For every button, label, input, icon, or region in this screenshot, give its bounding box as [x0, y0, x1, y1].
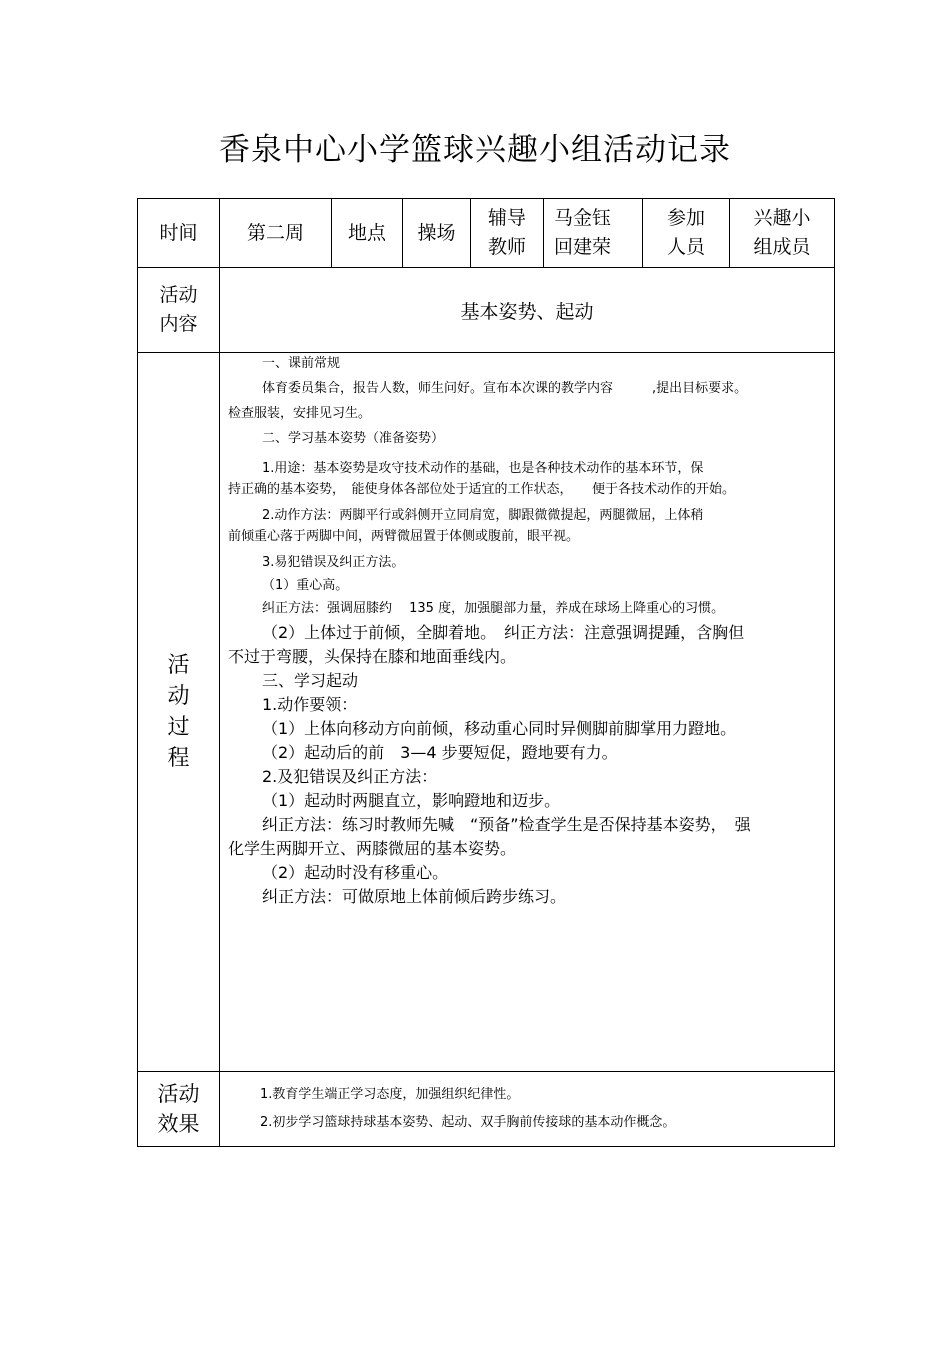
participants-value — [730, 199, 835, 268]
effect-line: 1.教育学生端正学习态度，加强组织纪律性。 — [260, 1087, 520, 1102]
time-label: 时间 — [138, 199, 220, 268]
teacher-name-1: 马金钰 — [554, 207, 612, 229]
process-line: 二、学习基本姿势（准备姿势） — [262, 431, 445, 446]
process-line: 前倾重心落于两脚中间，两臂微屈置于体侧或腹前，眼平视。 — [228, 529, 580, 544]
process-line: 纠正方法：可做原地上体前倾后跨步练习。 — [262, 887, 567, 906]
content-label — [138, 268, 220, 353]
participants-label-line-2: 人员 — [666, 236, 705, 258]
teacher-label-line-1: 辅导 — [487, 207, 526, 229]
process-line: 三、学习起动 — [262, 671, 359, 690]
effect-label-line-2: 效果 — [157, 1112, 200, 1136]
process-line: 纠正方法：强调屈膝约 135 度，加强腿部力量，养成在球场上降重心的习惯。 — [262, 601, 725, 616]
process-line: （2）起动后的前 3—4 步要短促，蹬地要有力。 — [262, 743, 618, 762]
process-line: 2.及犯错误及纠正方法： — [262, 767, 438, 786]
content-label-line-2: 内容 — [159, 313, 198, 335]
process-line: （1）上体向移动方向前倾，移动重心同时异侧脚前脚掌用力蹬地。 — [262, 719, 737, 738]
process-line: 1.动作要领： — [262, 695, 358, 714]
process-label-char: 动 — [167, 684, 190, 709]
activity-record-table — [137, 198, 835, 1147]
process-label-char: 程 — [167, 746, 190, 771]
process-line: 不过于弯腰，头保持在膝和地面垂线内。 — [228, 647, 517, 666]
teacher-label — [471, 199, 544, 268]
process-line: 2.动作方法：两脚平行或斜侧开立同肩宽，脚跟微微提起，两腿微屈，上体稍 — [262, 508, 704, 523]
effect-line: 2.初步学习篮球持球基本姿势、起动、双手胸前传接球的基本动作概念。 — [260, 1115, 676, 1130]
process-line: （1）重心高。 — [262, 578, 349, 593]
process-line: 1.用途：基本姿势是攻守技术动作的基础，也是各种技术动作的基本环节，保 — [262, 461, 704, 476]
process-label-char: 过 — [167, 715, 190, 740]
participants-value-line-1: 兴趣小 — [753, 207, 811, 229]
effect-content — [220, 1072, 835, 1147]
process-label-char: 活 — [167, 653, 190, 678]
content-label-line-1: 活动 — [159, 284, 198, 306]
process-content — [220, 353, 835, 1072]
process-line: 一、课前常规 — [262, 356, 341, 371]
time-value: 第二周 — [220, 199, 332, 268]
participants-label-line-1: 参加 — [666, 207, 705, 229]
process-row — [138, 353, 835, 1072]
teacher-names — [544, 199, 643, 268]
process-line: （2）上体过于前倾，全脚着地。 纠正方法：注意强调提踵，含胸但 — [262, 623, 745, 642]
place-value: 操场 — [403, 199, 471, 268]
teacher-name-2: 回建荣 — [554, 236, 612, 258]
participants-label — [643, 199, 730, 268]
process-line: 检查服装，安排见习生。 — [228, 406, 372, 421]
participants-value-line-2: 组成员 — [753, 236, 811, 258]
process-line: （1）起动时两腿直立，影响蹬地和迈步。 — [262, 791, 561, 810]
teacher-label-line-2: 教师 — [487, 236, 526, 258]
effect-row — [138, 1072, 835, 1147]
page-title: 香泉中心小学篮球兴趣小组活动记录 — [219, 132, 731, 168]
process-line: 体育委员集合，报告人数，师生问好。宣布本次课的教学内容 ,提出目标要求。 — [262, 381, 748, 396]
process-label — [138, 353, 220, 1072]
process-line: （2）起动时没有移重心。 — [262, 863, 449, 882]
process-line: 化学生两脚开立、两膝微屈的基本姿势。 — [228, 839, 517, 858]
header-row — [138, 199, 835, 268]
place-label: 地点 — [332, 199, 403, 268]
effect-label — [138, 1072, 220, 1147]
content-row — [138, 268, 835, 353]
effect-label-line-1: 活动 — [157, 1082, 200, 1106]
process-line: 持正确的基本姿势， 能使身体各部位处于适宜的工作状态， 便于各技术动作的开始。 — [228, 482, 736, 497]
process-line: 3.易犯错误及纠正方法。 — [262, 555, 405, 570]
process-line: 纠正方法：练习时教师先喊 “预备”检查学生是否保持基本姿势， 强 — [262, 815, 751, 834]
content-value: 基本姿势、起动 — [220, 268, 835, 353]
